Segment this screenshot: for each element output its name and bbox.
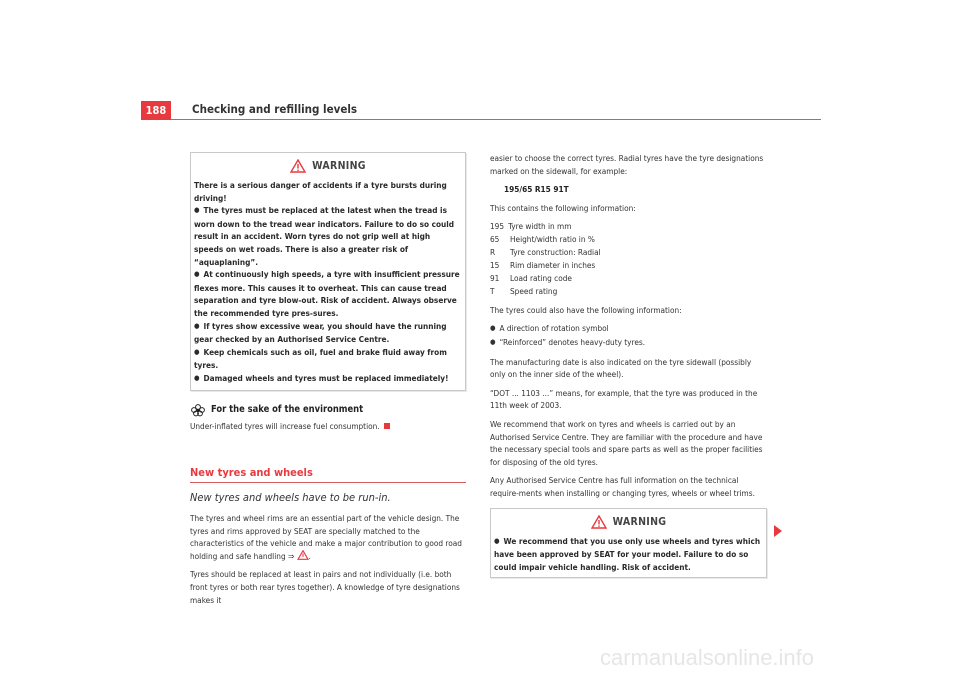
cross-reference-arrow[interactable]: ⇒ bbox=[287, 550, 295, 561]
paragraph-dot-code: “DOT ... 1103 ...” means, for example, that the tyre was produced in the 11th week of 2003. bbox=[490, 387, 758, 411]
spec-key: R bbox=[490, 247, 496, 258]
spec-key: 15 bbox=[490, 260, 500, 271]
spec-value: Speed rating bbox=[510, 285, 558, 296]
tyre-code-example: 195/65 R15 91T bbox=[504, 184, 569, 195]
also-info-intro: The tyres could also have the following information: bbox=[490, 304, 682, 315]
spec-row bbox=[490, 233, 767, 246]
spec-row bbox=[490, 246, 767, 259]
warning-triangle-icon bbox=[591, 515, 607, 529]
environment-title: For the sake of the environment bbox=[211, 404, 364, 415]
next-page-arrow-icon[interactable] bbox=[774, 525, 782, 537]
spec-value: Load rating code bbox=[510, 273, 572, 283]
also-info-bullet: ● A direction of rotation symbol bbox=[490, 322, 767, 336]
page-number: 188 bbox=[141, 101, 171, 120]
spec-value: Height/width ratio in % bbox=[510, 234, 595, 245]
warning-bullet: ● If tyres show excessive wear, you should have the running gear checked by an Authorised Service Centre. bbox=[194, 320, 462, 346]
paragraph-technical-info: Any Authorised Service Centre has full information on the technical require-ments when installing or changing tyres, wheels or wheel trims. bbox=[490, 475, 755, 498]
spec-row bbox=[490, 285, 767, 298]
warning-bullet: ● Keep chemicals such as oil, fuel and brake fluid away from tyres. bbox=[194, 346, 462, 372]
spec-value: Tyre width in mm bbox=[508, 221, 572, 232]
warning-intro: There is a serious danger of accidents if a tyre bursts during driving! bbox=[194, 180, 447, 203]
paragraph-manufacturing-date: The manufacturing date is also indicated on the tyre sidewall (possibly only on the inner side of the wheel). bbox=[490, 356, 752, 380]
warning-bullet: ● Damaged wheels and tyres must be replaced immediately! bbox=[194, 372, 462, 386]
flower-icon bbox=[190, 403, 206, 417]
section-end-marker bbox=[384, 423, 390, 429]
warning-header bbox=[491, 509, 766, 535]
environment-heading bbox=[190, 403, 466, 417]
page-header-title: Checking and refilling levels bbox=[192, 102, 358, 116]
warning-bullet: ● We recommend that you use only use wheels and tyres which have been approved by SEAT for your model. Failure to do so could impair vehicle handling. Risk of accident. bbox=[494, 535, 763, 574]
warning-reference-icon[interactable] bbox=[297, 550, 309, 560]
section-subtitle: New tyres and wheels have to be run-in. bbox=[190, 491, 391, 505]
spec-key: 195 bbox=[490, 221, 505, 232]
paragraph-design-text: The tyres and wheel rims are an essential part of the vehicle design. The tyres and rims approved by SEAT are specially matched to the characteristics of the vehicle and make a major contribution to good road holding and safe handling bbox=[190, 513, 462, 561]
warning-label: WARNING bbox=[312, 160, 366, 172]
spec-row bbox=[490, 220, 767, 233]
warning-triangle-icon bbox=[290, 159, 306, 173]
warning-label: WARNING bbox=[612, 515, 667, 528]
warning-box-tyre-burst bbox=[190, 152, 466, 391]
paragraph-design: The tyres and wheel rims are an essential part of the vehicle design. The tyres and rims approved by SEAT are specially matched to the characteristics of the vehicle and make a major contribution to good road holding and safe handling ⇒ . bbox=[190, 513, 462, 561]
warning-body bbox=[491, 535, 766, 578]
spec-row bbox=[490, 272, 767, 285]
spec-value: Rim diameter in inches bbox=[510, 260, 596, 271]
paragraph-radial-designation: easier to choose the correct tyres. Radial tyres have the tyre designations marked on the sidewall, for example: bbox=[490, 153, 764, 176]
left-column bbox=[190, 152, 466, 612]
also-info-list bbox=[490, 322, 767, 349]
spec-value: Tyre construction: Radial bbox=[510, 247, 601, 258]
paragraph-service-centre: We recommend that work on tyres and wheels is carried out by an Authorised Service Centre. They are familiar with the procedure and have the necessary special tools and spare parts as well as the proper facilities for disposing of the old tyres. bbox=[490, 418, 763, 467]
right-column bbox=[490, 152, 767, 578]
warning-bullet: ● The tyres must be replaced at the latest when the tread is worn down to the tread wear indicators. Failure to do so could result in an accident. Worn tyres do not grip well at high speeds on wet roads. There is also a greater risk of “aquaplaning”. bbox=[194, 204, 462, 268]
warning-header bbox=[191, 153, 465, 179]
header-divider bbox=[171, 119, 821, 120]
environment-text-content: Under-inflated tyres will increase fuel consumption. bbox=[190, 420, 380, 431]
also-info-bullet: ● “Reinforced” denotes heavy-duty tyres. bbox=[490, 336, 767, 350]
info-intro: This contains the following information: bbox=[490, 202, 636, 213]
spec-row bbox=[490, 259, 767, 272]
paragraph-replace-pairs: Tyres should be replaced at least in pairs and not individually (i.e. both front tyres or both rear tyres together). A knowledge of tyre designations makes it bbox=[190, 569, 460, 605]
spec-key: 91 bbox=[490, 273, 500, 283]
section-title: New tyres and wheels bbox=[190, 466, 313, 480]
watermark: carmanualsonline.info bbox=[600, 645, 815, 670]
section-divider bbox=[190, 482, 466, 483]
spec-key: T bbox=[490, 285, 495, 296]
warning-box-approved-wheels bbox=[490, 508, 767, 579]
environment-text bbox=[190, 420, 466, 433]
warning-body bbox=[191, 179, 465, 390]
spec-list bbox=[490, 220, 767, 297]
spec-key: 65 bbox=[490, 234, 500, 245]
warning-bullet: ● At continuously high speeds, a tyre with insufficient pressure flexes more. This causes it to overheat. This can cause tread separation and tyre blow-out. Risk of accident. Always observe the recommended tyre pres-sures. bbox=[194, 268, 462, 319]
